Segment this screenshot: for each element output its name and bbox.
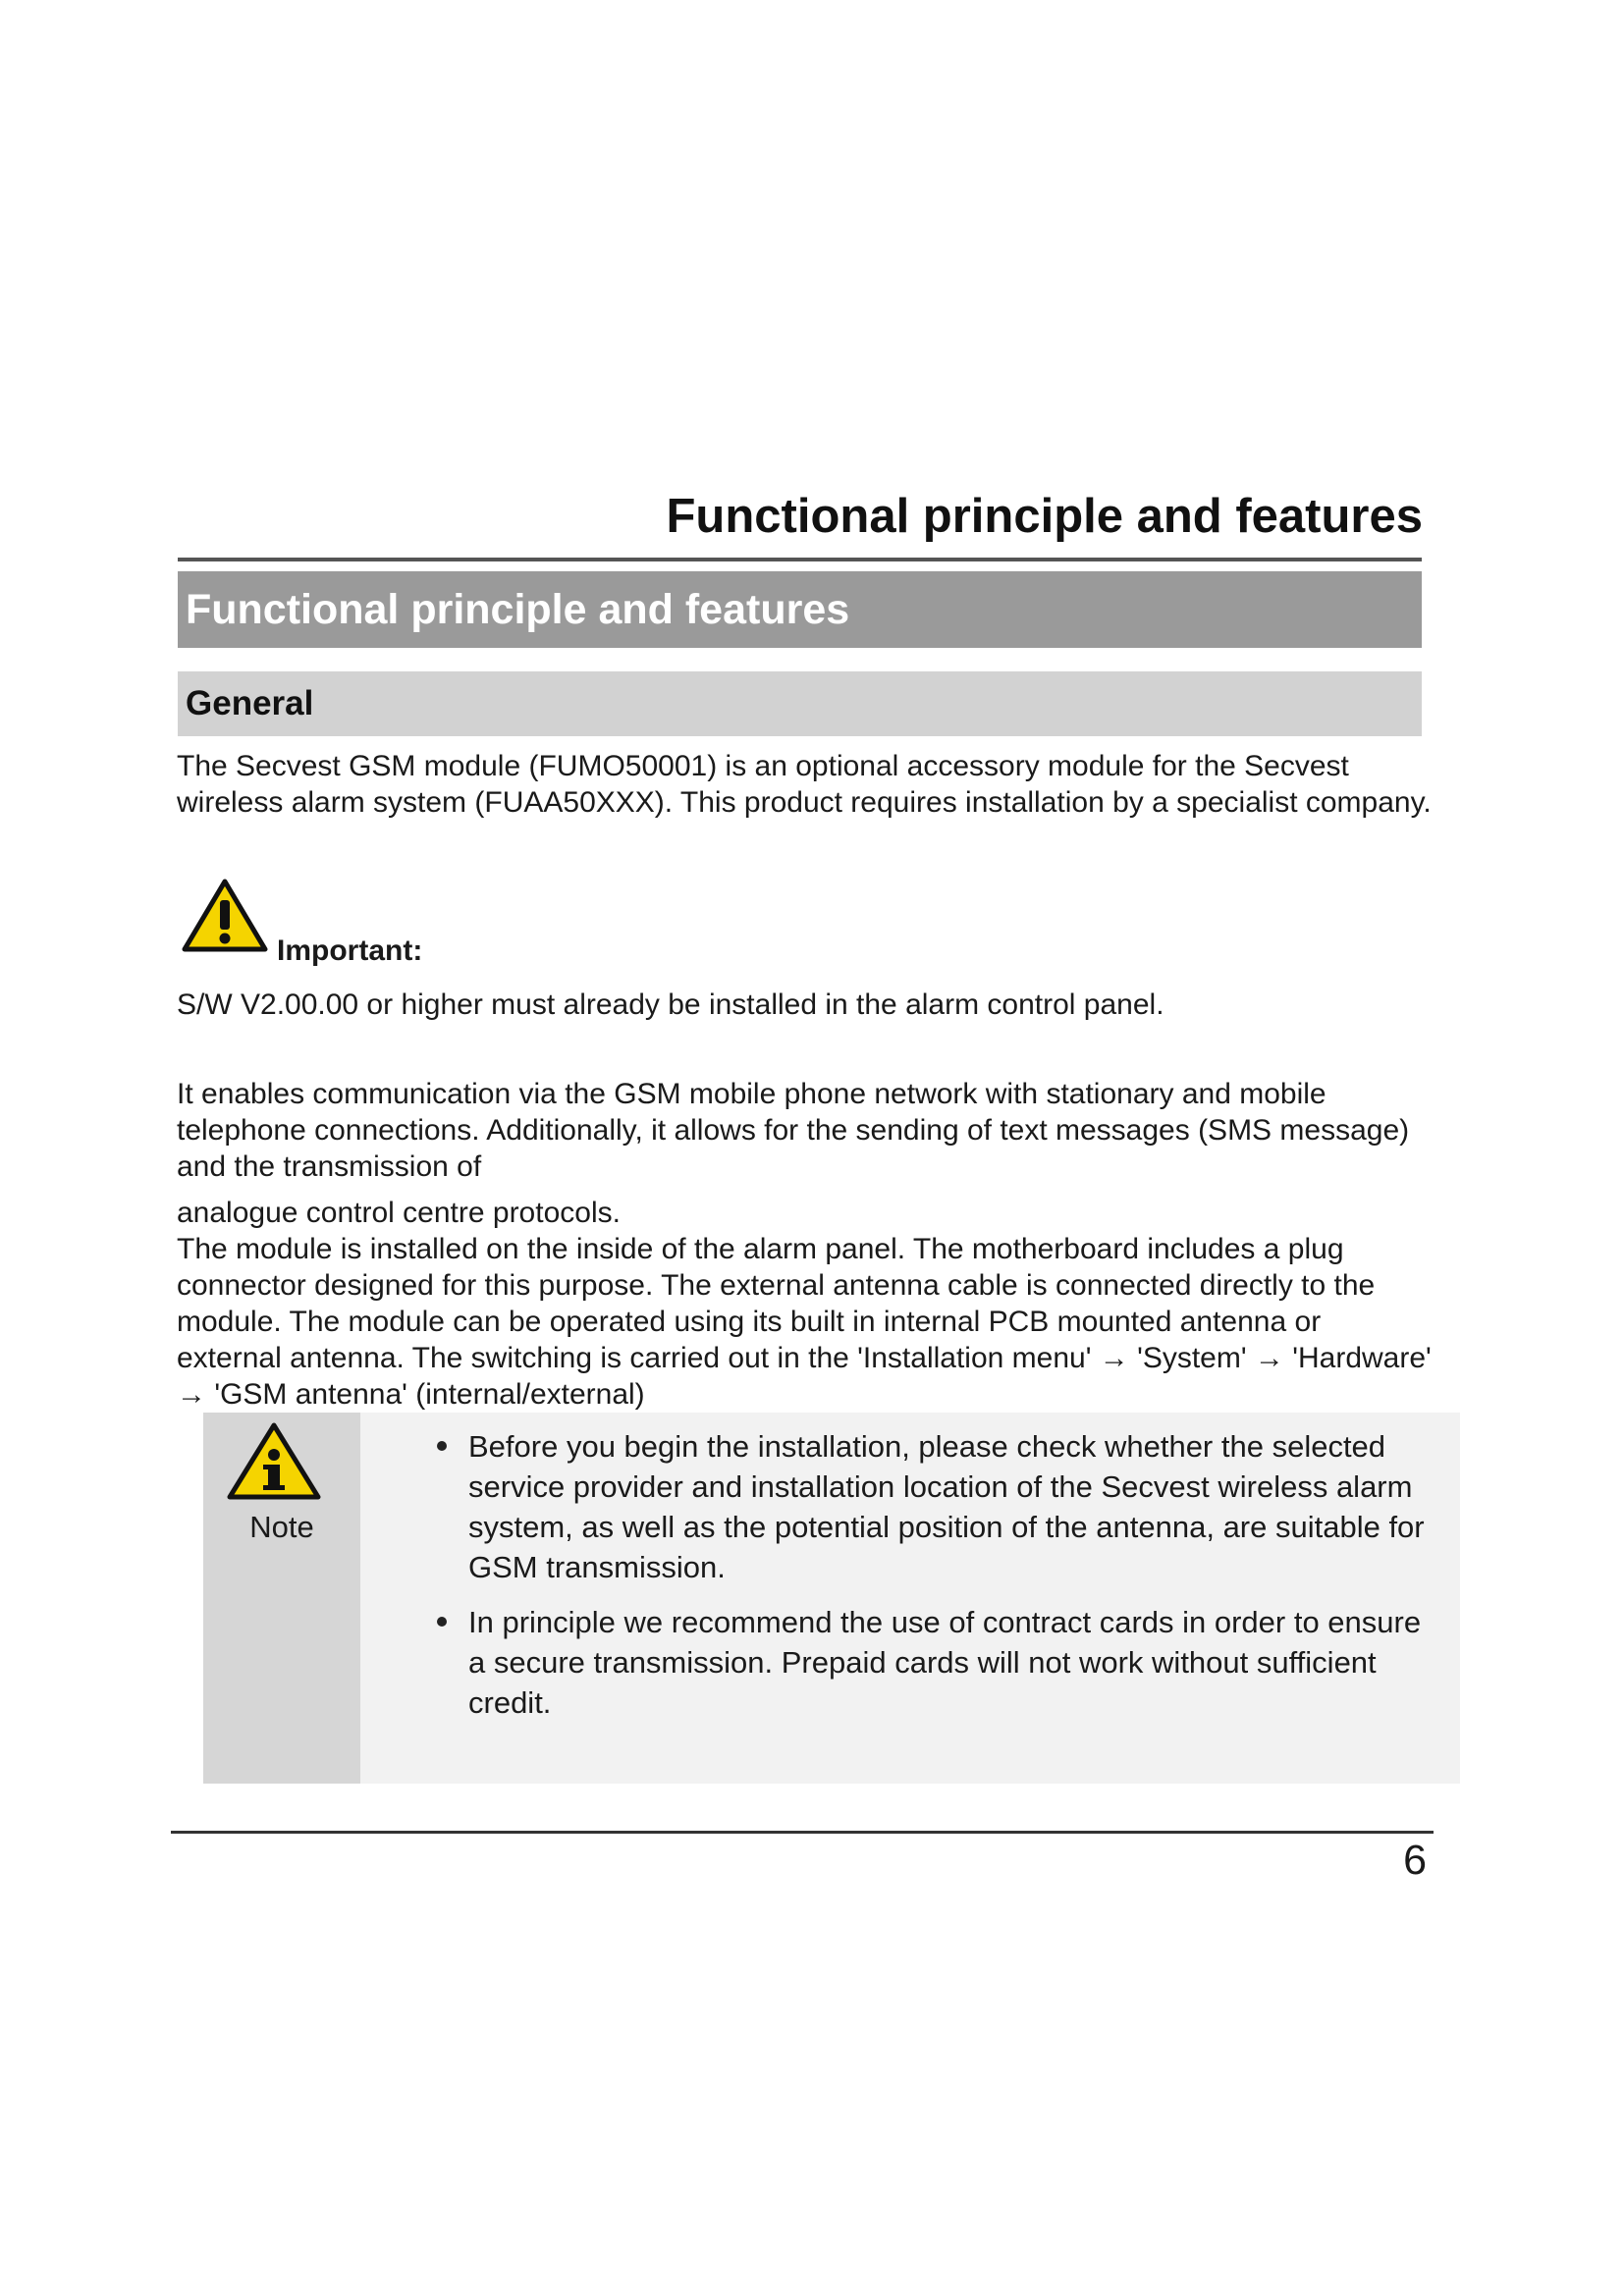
footer-rule — [171, 1831, 1434, 1834]
body-paragraph-1: It enables communication via the GSM mobile phone network with stationary and mobile telephone connections. Additionally, it allows for the sending of text messages (SMS message) and the transmission of — [177, 1078, 1410, 1183]
heading-rule — [178, 558, 1422, 561]
warning-triangle-icon — [180, 877, 270, 955]
bullet-icon — [425, 1426, 468, 1467]
note-box — [203, 1413, 1460, 1784]
bullet-icon — [425, 1602, 468, 1642]
section-title-bar: Functional principle and features — [178, 571, 1422, 648]
note-item — [382, 1602, 1442, 1723]
page-number: 6 — [1403, 1837, 1427, 1884]
intro-paragraph: The Secvest GSM module (FUMO50001) is an optional accessory module for the Secvest wireless alarm system (FUAA50XXX). This product requires installation by a specialist company. — [177, 750, 1432, 819]
note-list — [382, 1426, 1442, 1737]
info-triangle-icon — [225, 1420, 323, 1503]
important-text: S/W V2.00.00 or higher must already be installed in the alarm control panel. — [177, 988, 1164, 1021]
note-side-panel — [203, 1413, 360, 1784]
note-item-text: Before you begin the installation, please check whether the selected service provider and installation location of the Secvest wireless alarm system, as well as the potential position of the antenna, are suitable for GSM transmission. — [468, 1429, 1425, 1584]
note-item-text: In principle we recommend the use of contract cards in order to ensure a secure transmission. Prepaid cards will not work without sufficient credit. — [468, 1605, 1422, 1720]
body-paragraph-2: analogue control centre protocols. — [177, 1197, 621, 1229]
note-label: Note — [249, 1510, 314, 1544]
subsection-title-bar: General — [178, 671, 1422, 736]
note-item — [382, 1426, 1442, 1587]
important-label: Important: — [277, 934, 423, 967]
body-paragraph-3: The module is installed on the inside of the alarm panel. The motherboard includes a plug connector designed for this purpose. The external antenna cable is connected directly to the module. The module can be operated using its built in internal PCB mounted antenna or external antenna. The switching is carried out in the 'Installation menu' → 'System' → 'Hardware' → 'GSM antenna' (internal/external) — [177, 1233, 1432, 1411]
page-heading: Functional principle and features — [666, 490, 1423, 543]
